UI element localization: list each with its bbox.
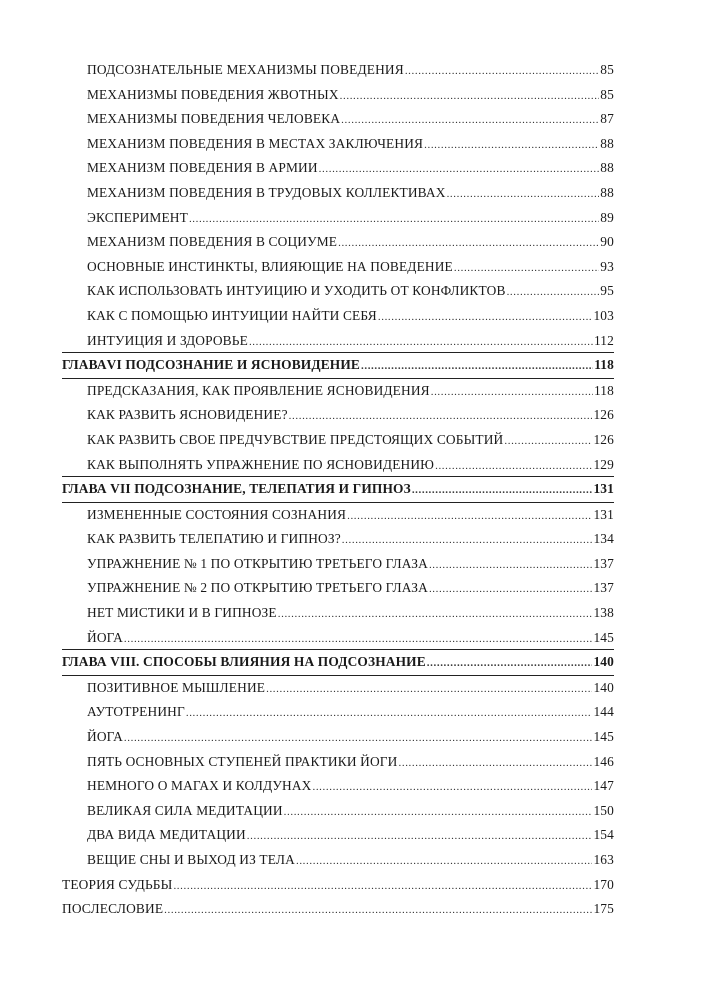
dot-leader <box>249 330 593 355</box>
toc-entry[interactable] <box>62 304 614 329</box>
toc-entry-title: МЕХАНИЗМ ПОВЕДЕНИЯ В ТРУДОВЫХ КОЛЛЕКТИВАХ <box>87 184 446 200</box>
toc-chapter-title: ГЛАВАVI ПОДСОЗНАНИЕ И ЯСНОВИДЕНИЕ <box>62 357 360 373</box>
toc-entry-page: 170 <box>593 876 614 892</box>
toc-chapter-entry[interactable] <box>62 352 614 379</box>
toc-entry-title: МЕХАНИЗМ ПОВЕДЕНИЯ В СОЦИУМЕ <box>87 234 338 250</box>
toc-entry[interactable] <box>62 897 614 922</box>
dot-leader <box>173 874 592 899</box>
toc-entry-page: 112 <box>593 332 614 348</box>
toc-entry-title: ЙОГА <box>87 629 123 645</box>
toc-entry-title: КАК РАЗВИТЬ ТЕЛЕПАТИЮ И ГИПНОЗ? <box>87 531 341 547</box>
toc-chapter-entry[interactable] <box>62 649 614 676</box>
toc-entry-page: 126 <box>593 407 614 423</box>
dot-leader <box>431 380 593 405</box>
toc-entry-title: КАК С ПОМОЩЬЮ ИНТУИЦИИ НАЙТИ СЕБЯ <box>87 307 377 323</box>
toc-entry-title: УПРАЖНЕНИЕ № 1 ПО ОТКРЫТИЮ ТРЕТЬЕГО ГЛАЗА <box>87 555 428 571</box>
toc-entry[interactable] <box>62 230 614 255</box>
toc-entry-title: ВЕЩИЕ СНЫ И ВЫХОД ИЗ ТЕЛА <box>87 852 295 867</box>
dot-leader <box>266 677 592 702</box>
dot-leader <box>429 577 593 602</box>
toc-entry-title: МЕХАНИЗМЫ ПОВЕДЕНИЯ ЧЕЛОВЕКА <box>87 111 341 127</box>
toc-entry[interactable] <box>62 873 614 898</box>
toc-entry[interactable] <box>62 379 614 404</box>
toc-entry-title: ОСНОВНЫЕ ИНСТИНКТЫ, ВЛИЯЮЩИЕ НА ПОВЕДЕНИЕ <box>87 258 453 274</box>
toc-entry-page: 138 <box>593 605 614 621</box>
dot-leader <box>399 751 593 776</box>
toc-entry[interactable] <box>62 58 614 83</box>
toc-entry-title: КАК ВЫПОЛНЯТЬ УПРАЖНЕНИЕ ПО ЯСНОВИДЕНИЮ <box>87 456 435 472</box>
dot-leader <box>247 824 593 849</box>
dot-leader <box>164 898 592 923</box>
toc-entry[interactable] <box>62 83 614 108</box>
dot-leader <box>361 354 593 379</box>
dot-leader <box>338 231 599 256</box>
toc-entry[interactable] <box>62 206 614 231</box>
toc-entry-page: 95 <box>600 283 614 299</box>
toc-entry[interactable] <box>62 700 614 725</box>
toc-entry[interactable] <box>62 527 614 552</box>
dot-leader <box>296 849 592 874</box>
dot-leader <box>340 84 600 109</box>
toc-entry-page: 137 <box>593 555 614 571</box>
toc-entry[interactable] <box>62 576 614 601</box>
toc-entry[interactable] <box>62 428 614 453</box>
toc-entry-page: 131 <box>593 506 614 522</box>
toc-entry[interactable] <box>62 279 614 304</box>
toc-chapter-title: ГЛАВА VIII. СПОСОБЫ ВЛИЯНИЯ НА ПОДСОЗНАНИЕ <box>62 654 426 670</box>
dot-leader <box>412 478 593 503</box>
toc-entry-title: МЕХАНИЗМЫ ПОВЕДЕНИЯ ЖВОТНЫХ <box>87 86 339 102</box>
dot-leader <box>189 207 599 232</box>
toc-entry-page: 145 <box>593 729 614 745</box>
dot-leader <box>427 651 593 676</box>
toc-entry-title: МЕХАНИЗМ ПОВЕДЕНИЯ В МЕСТАХ ЗАКЛЮЧЕНИЯ <box>87 135 424 151</box>
toc-entry-title: НЕМНОГО О МАГАХ И КОЛДУНАХ <box>87 778 312 794</box>
toc-entry[interactable] <box>62 725 614 750</box>
toc-entry-page: 88 <box>600 160 614 176</box>
toc-entry-page: 93 <box>600 258 614 274</box>
toc-entry[interactable] <box>62 255 614 280</box>
toc-entry[interactable] <box>62 403 614 428</box>
toc-entry-title: ИНТУИЦИЯ И ЗДОРОВЬЕ <box>87 332 248 348</box>
dot-leader <box>341 108 599 133</box>
toc-entry[interactable] <box>62 156 614 181</box>
toc-entry-page: 87 <box>600 111 614 127</box>
toc-entry-page: 129 <box>593 456 614 472</box>
toc-entry[interactable] <box>62 848 614 873</box>
toc-entry[interactable] <box>62 799 614 824</box>
dot-leader <box>186 701 593 726</box>
toc-entry[interactable] <box>62 750 614 775</box>
toc-entry[interactable] <box>62 181 614 206</box>
toc-entry-title: ПОДСОЗНАТЕЛЬНЫЕ МЕХАНИЗМЫ ПОВЕДЕНИЯ <box>87 62 404 77</box>
toc-entry[interactable] <box>62 626 614 651</box>
toc-chapter-title: ГЛАВА VII ПОДСОЗНАНИЕ, ТЕЛЕПАТИЯ И ГИПНОЗ <box>62 481 411 497</box>
dot-leader <box>507 280 600 305</box>
toc-entry-page: 118 <box>594 357 614 373</box>
toc-entry-title: КАК РАЗВИТЬ СВОЕ ПРЕДЧУВСТВИЕ ПРЕДСТОЯЩИХ СОБЫТИЙ <box>87 431 504 447</box>
dot-leader <box>347 504 592 529</box>
toc-entry[interactable] <box>62 132 614 157</box>
toc-entry[interactable] <box>62 823 614 848</box>
toc-entry-page: 126 <box>593 431 614 447</box>
dot-leader <box>289 404 593 429</box>
toc-entry-page: 144 <box>593 704 614 720</box>
dot-leader <box>124 627 593 652</box>
toc-entry[interactable] <box>62 329 614 354</box>
toc-entry-title: МЕХАНИЗМ ПОВЕДЕНИЯ В АРМИИ <box>87 160 318 176</box>
toc-entry-page: 140 <box>593 654 614 670</box>
toc-entry-title: ПРЕДСКАЗАНИЯ, КАК ПРОЯВЛЕНИЕ ЯСНОВИДЕНИЯ <box>87 382 430 398</box>
toc-entry[interactable] <box>62 552 614 577</box>
dot-leader <box>435 454 592 479</box>
toc-entry-title: ЭКСПЕРИМЕНТ <box>87 209 188 225</box>
dot-leader <box>284 800 593 825</box>
toc-entry-page: 145 <box>593 629 614 645</box>
toc-entry-page: 146 <box>593 753 614 769</box>
dot-leader <box>504 429 592 454</box>
toc-entry-page: 88 <box>600 184 614 200</box>
dot-leader <box>278 602 593 627</box>
dot-leader <box>342 528 593 553</box>
toc-entry[interactable] <box>62 676 614 701</box>
toc-entry-page: 134 <box>593 531 614 547</box>
toc-entry-page: 137 <box>593 580 614 596</box>
toc-entry-page: 85 <box>600 62 614 77</box>
dot-leader <box>447 182 600 207</box>
toc-entry-title: ПОЗИТИВНОЕ МЫШЛЕНИЕ <box>87 679 266 695</box>
dot-leader <box>319 157 600 182</box>
toc-entry-page: 154 <box>593 827 614 843</box>
toc-entry-page: 140 <box>593 679 614 695</box>
table-of-contents <box>62 58 614 922</box>
toc-entry-title: ТЕОРИЯ СУДЬБЫ <box>62 876 173 892</box>
dot-leader <box>424 133 599 158</box>
dot-leader <box>312 775 592 800</box>
toc-entry-title: ДВА ВИДА МЕДИТАЦИИ <box>87 827 246 843</box>
toc-entry[interactable] <box>62 107 614 132</box>
toc-chapter-entry[interactable] <box>62 476 614 503</box>
toc-entry-page: 175 <box>593 901 614 917</box>
toc-entry-page: 88 <box>600 135 614 151</box>
toc-entry[interactable] <box>62 503 614 528</box>
toc-entry-page: 89 <box>600 209 614 225</box>
toc-entry-page: 85 <box>600 86 614 102</box>
toc-entry-page: 147 <box>593 778 614 794</box>
toc-entry-title: ИЗМЕНЕННЫЕ СОСТОЯНИЯ СОЗНАНИЯ <box>87 506 347 522</box>
toc-entry-page: 90 <box>600 234 614 250</box>
toc-entry-title: КАК РАЗВИТЬ ЯСНОВИДЕНИЕ? <box>87 407 288 423</box>
toc-entry-title: ЙОГА <box>87 729 123 745</box>
toc-entry-title: АУТОТРЕНИНГ <box>87 704 185 720</box>
toc-entry[interactable] <box>62 774 614 799</box>
dot-leader <box>405 59 599 84</box>
toc-entry-title: ПЯТЬ ОСНОВНЫХ СТУПЕНЕЙ ПРАКТИКИ ЙОГИ <box>87 753 398 769</box>
toc-entry-title: ПОСЛЕСЛОВИЕ <box>62 901 164 917</box>
toc-entry-page: 118 <box>593 382 614 398</box>
toc-entry-title: ВЕЛИКАЯ СИЛА МЕДИТАЦИИ <box>87 802 283 818</box>
dot-leader <box>454 256 599 281</box>
toc-entry-page: 131 <box>593 481 614 497</box>
toc-entry-page: 150 <box>593 802 614 818</box>
dot-leader <box>378 305 593 330</box>
toc-entry-title: КАК ИСПОЛЬЗОВАТЬ ИНТУИЦИЮ И УХОДИТЬ ОТ КОНФЛИКТОВ <box>87 283 506 299</box>
toc-entry[interactable] <box>62 601 614 626</box>
dot-leader <box>429 553 593 578</box>
dot-leader <box>124 726 593 751</box>
toc-entry-page: 163 <box>593 852 614 867</box>
toc-entry[interactable] <box>62 453 614 478</box>
toc-entry-title: НЕТ МИСТИКИ И В ГИПНОЗЕ <box>87 605 277 621</box>
toc-entry-title: УПРАЖНЕНИЕ № 2 ПО ОТКРЫТИЮ ТРЕТЬЕГО ГЛАЗА <box>87 580 428 596</box>
toc-entry-page: 103 <box>593 307 614 323</box>
